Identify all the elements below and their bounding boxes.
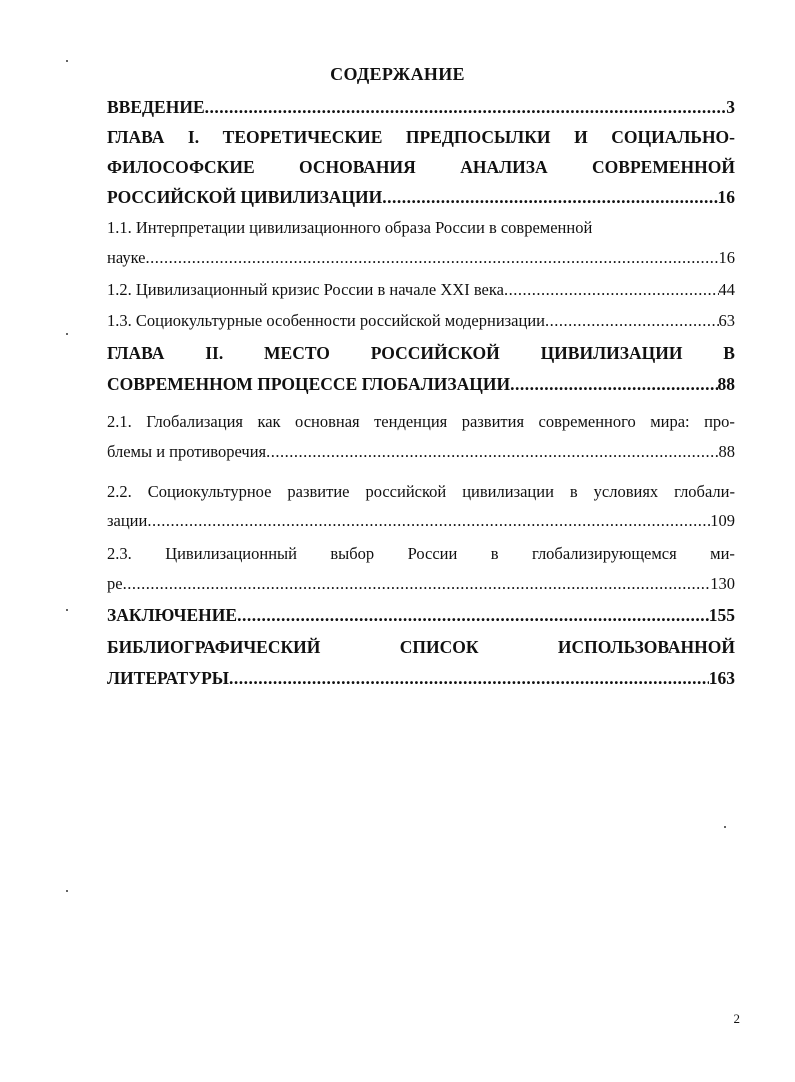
toc-entry-2-2-line-2 <box>107 506 735 536</box>
entry-page: 44 <box>718 280 735 299</box>
word: ГЛАВА <box>107 127 165 147</box>
word: в <box>569 482 578 501</box>
scan-speck <box>66 60 68 62</box>
toc-entry-2-1-line-1 <box>107 407 735 437</box>
scan-speck <box>66 609 68 611</box>
toc-entry-1-1-line-1 <box>107 213 735 243</box>
entry-label: блемы и противоречия <box>107 442 267 461</box>
dot-leader <box>147 506 710 536</box>
word: ЦИВИЛИЗАЦИИ <box>540 343 683 363</box>
entry-label: зации <box>107 511 148 530</box>
word: Социокультурное <box>147 482 272 501</box>
entry-page: 3 <box>726 97 735 117</box>
dot-leader <box>237 600 709 630</box>
entry-page: 88 <box>718 442 735 461</box>
word: цивилизации <box>462 482 554 501</box>
toc-entry-2-2-line-1 <box>107 477 735 507</box>
entry-page: 16 <box>718 248 735 267</box>
word: выбор <box>330 544 375 563</box>
toc-entry-1-1-line-2 <box>107 243 735 273</box>
word: современного <box>538 412 636 431</box>
toc-entry-introduction <box>107 92 735 122</box>
entry-page: 63 <box>718 311 735 330</box>
word: РОССИЙСКОЙ <box>370 343 500 363</box>
word: ми- <box>710 544 735 563</box>
word: ОСНОВАНИЯ <box>299 157 416 177</box>
word: Цивилизационный <box>165 544 297 563</box>
word: Глобализация <box>146 412 244 431</box>
dot-leader <box>229 663 709 693</box>
entry-page: 155 <box>708 605 735 625</box>
toc-entry-2-1-line-2 <box>107 437 735 467</box>
word: ИСПОЛЬЗОВАННОЙ <box>557 637 735 657</box>
word: 2.2. <box>107 482 132 501</box>
word: МЕСТО <box>264 343 330 363</box>
scan-speck <box>66 890 68 892</box>
entry-page: 163 <box>708 668 735 688</box>
toc-entry-2-3-line-2 <box>107 569 735 599</box>
toc-entry-chapter-2-line-2 <box>107 369 735 399</box>
word: условиях <box>593 482 659 501</box>
dot-leader <box>545 306 719 336</box>
entry-label: 1.3. Социокультурные особенности российской модернизации <box>107 311 545 330</box>
word: СОВРЕМЕННОЙ <box>592 157 735 177</box>
word: развития <box>461 412 525 431</box>
word: глобализирующемся <box>532 544 677 563</box>
word: ФИЛОСОФСКИЕ <box>107 157 255 177</box>
dot-leader <box>504 275 719 305</box>
word: мира: <box>650 412 690 431</box>
word: II. <box>205 343 224 363</box>
entry-page: 109 <box>710 511 735 530</box>
page-number: 2 <box>733 1011 740 1026</box>
word: СОЦИАЛЬНО- <box>611 127 735 147</box>
toc-entry-chapter-1-line-3 <box>107 182 735 212</box>
word: СПИСОК <box>399 637 479 657</box>
word: И <box>574 127 588 147</box>
entry-label: науке <box>107 248 146 267</box>
scan-speck <box>66 333 68 335</box>
entry-label: СОВРЕМЕННОМ ПРОЦЕССЕ ГЛОБАЛИЗАЦИИ <box>107 374 511 394</box>
word: в <box>490 544 499 563</box>
word: тенденция <box>374 412 448 431</box>
toc-entry-chapter-2-line-1 <box>107 338 735 368</box>
entry-label: РОССИЙСКОЙ ЦИВИЛИЗАЦИИ <box>107 187 383 207</box>
dot-leader <box>146 243 719 273</box>
dot-leader <box>123 569 711 599</box>
word: АНАЛИЗА <box>460 157 548 177</box>
toc-entry-1-3 <box>107 306 735 336</box>
dot-leader <box>382 182 717 212</box>
word: 2.1. <box>107 412 132 431</box>
word: про- <box>704 412 735 431</box>
entry-page: 16 <box>717 187 735 207</box>
toc-entry-bibliography-line-1 <box>107 632 735 662</box>
entry-label: ЛИТЕРАТУРЫ <box>107 668 229 688</box>
word: российской <box>365 482 447 501</box>
dot-leader <box>205 92 727 122</box>
toc-heading: СОДЕРЖАНИЕ <box>330 64 465 84</box>
word: В <box>723 343 735 363</box>
word: 2.3. <box>107 544 132 563</box>
word: глобали- <box>674 482 735 501</box>
toc-entry-bibliography-line-2 <box>107 663 735 693</box>
entry-label: ре <box>107 574 123 593</box>
entry-label: ВВЕДЕНИЕ <box>107 97 205 117</box>
toc-entry-chapter-1-line-1 <box>107 122 735 152</box>
entry-label: 1.2. Цивилизационный кризис России в начале XXI века <box>107 280 504 299</box>
entry-page: 88 <box>717 374 735 394</box>
word: I. <box>187 127 200 147</box>
toc-entry-2-3-line-1 <box>107 539 735 569</box>
word: развитие <box>287 482 350 501</box>
word: как <box>257 412 281 431</box>
entry-page: 130 <box>710 574 735 593</box>
word: БИБЛИОГРАФИЧЕСКИЙ <box>107 637 321 657</box>
scan-speck <box>724 826 726 828</box>
toc-entry-conclusion <box>107 600 735 630</box>
word: основная <box>295 412 360 431</box>
toc-entry-1-2 <box>107 275 735 305</box>
word: России <box>407 544 458 563</box>
word: ТЕОРЕТИЧЕСКИЕ <box>222 127 383 147</box>
toc-entry-chapter-1-line-2 <box>107 152 735 182</box>
dot-leader <box>266 437 718 467</box>
entry-label: 1.1. Интерпретации цивилизационного образа России в современной <box>107 218 593 237</box>
entry-label: ЗАКЛЮЧЕНИЕ <box>107 605 238 625</box>
word: ГЛАВА <box>107 343 165 363</box>
word: ПРЕДПОСЫЛКИ <box>405 127 551 147</box>
dot-leader <box>510 369 717 399</box>
